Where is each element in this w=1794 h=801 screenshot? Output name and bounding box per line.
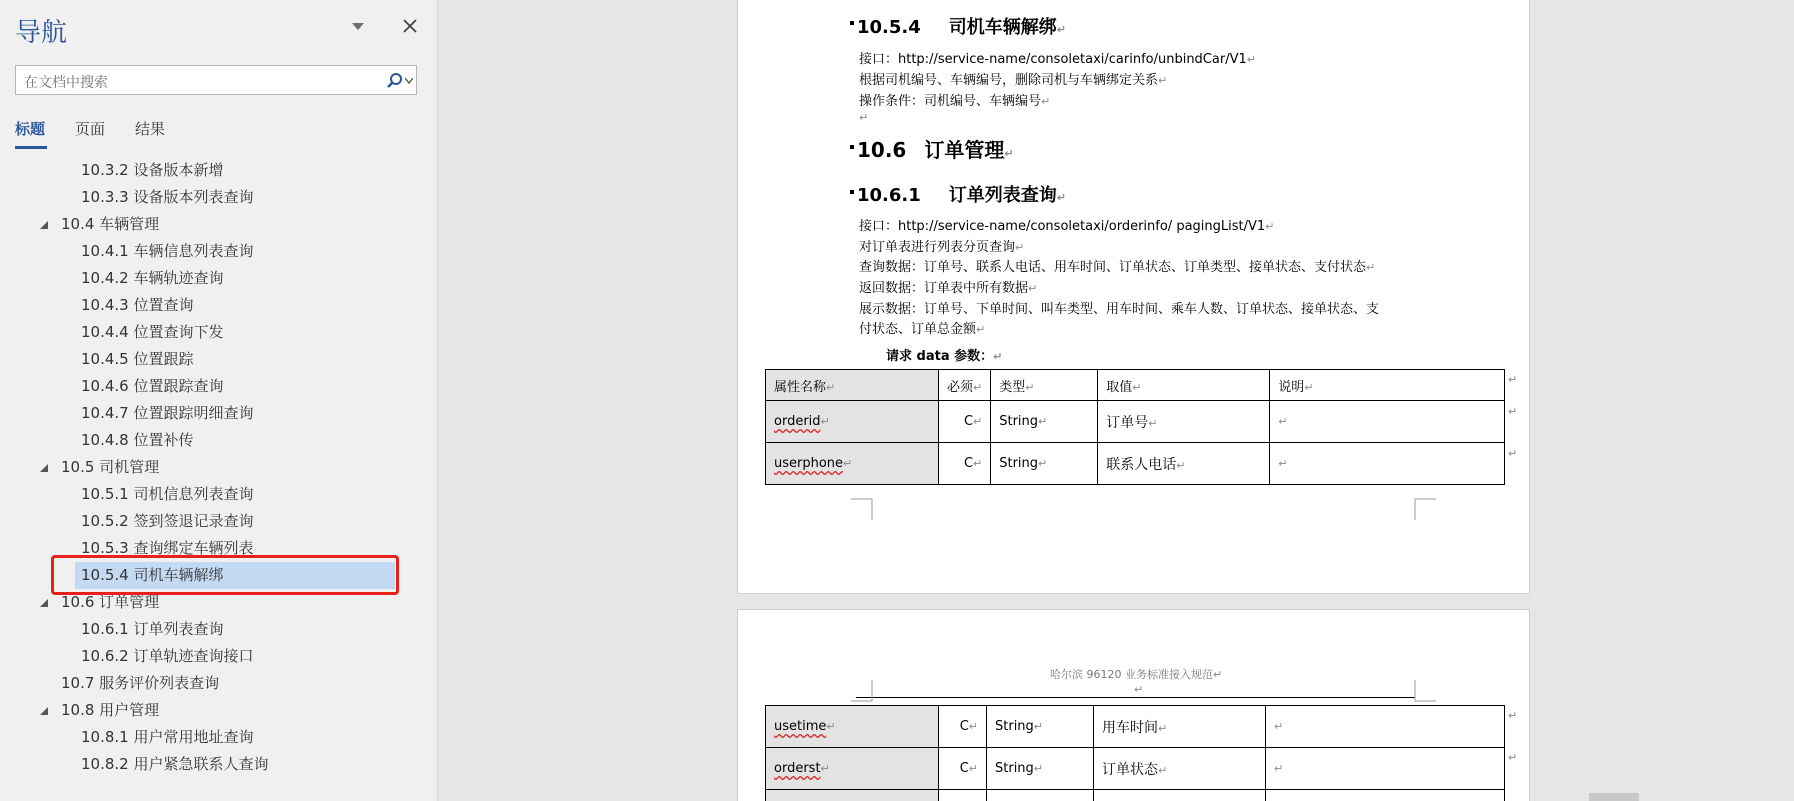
table-cell: 订单号↵ bbox=[1098, 401, 1270, 443]
heading-item[interactable]: 10.4.8 位置补传 bbox=[81, 431, 194, 449]
table-row bbox=[766, 790, 1505, 801]
navigation-pane bbox=[0, 0, 438, 801]
heading-marker bbox=[850, 145, 854, 149]
paragraph: 根据司机编号、车辆编号，删除司机与车辆绑定关系↵ bbox=[859, 73, 1168, 88]
row-end-mark: ↵ bbox=[1508, 447, 1518, 460]
table-cell bbox=[1266, 790, 1505, 801]
paragraph: 查询数据：订单号、联系人电话、用车时间、订单状态、订单类型、接单状态、支付状态↵ bbox=[859, 260, 1376, 275]
row-end-mark: ↵ bbox=[1508, 373, 1518, 386]
heading-item[interactable]: 10.4.1 车辆信息列表查询 bbox=[81, 242, 254, 260]
table-cell: ↵ bbox=[1270, 443, 1505, 485]
table-cell: orderst↵ bbox=[766, 748, 939, 790]
row-end-mark: ↵ bbox=[1508, 405, 1518, 418]
paragraph: 付状态、订单总金额↵ bbox=[859, 322, 986, 337]
table-row bbox=[766, 748, 1505, 790]
crop-mark-icon bbox=[851, 680, 873, 702]
section-heading: 10.5.4 司机车辆解绑↵ bbox=[857, 17, 1066, 38]
section-title: 司机车辆解绑 bbox=[948, 17, 1057, 38]
table-cell: C↵ bbox=[939, 401, 991, 443]
heading-item[interactable]: 10.4.2 车辆轨迹查询 bbox=[81, 269, 224, 287]
tab-results[interactable]: 结果 bbox=[135, 120, 166, 138]
table-header-cell: 说明↵ bbox=[1270, 370, 1505, 401]
heading-item[interactable]: 10.4.3 位置查询 bbox=[81, 296, 194, 314]
table-row bbox=[766, 706, 1505, 748]
table-header-cell: 属性名称↵ bbox=[766, 370, 939, 401]
heading-item[interactable]: 10.4.4 位置查询下发 bbox=[81, 323, 224, 341]
document-page bbox=[737, 0, 1530, 594]
row-end-mark: ↵ bbox=[1508, 709, 1518, 722]
table-cell bbox=[1094, 790, 1266, 801]
document-page bbox=[737, 609, 1530, 801]
table-header-cell: 取值↵ bbox=[1098, 370, 1270, 401]
table-cell: String↵ bbox=[987, 706, 1094, 748]
table-cell: userphone↵ bbox=[766, 443, 939, 485]
paragraph: 对订单表进行列表分页查询↵ bbox=[859, 240, 1025, 255]
horizontal-scrollbar[interactable] bbox=[1589, 793, 1639, 801]
table-cell: 订单状态↵ bbox=[1094, 748, 1266, 790]
heading-item[interactable]: 10.6.2 订单轨迹查询接口 bbox=[81, 647, 254, 665]
heading-item[interactable]: 10.4.7 位置跟踪明细查询 bbox=[81, 404, 254, 422]
paragraph: 接口：http://service-name/consoletaxi/orderinfo/ pagingList/V1↵ bbox=[859, 219, 1275, 234]
collapse-triangle-icon[interactable] bbox=[39, 598, 49, 608]
heading-item[interactable]: 10.5.2 签到签退记录查询 bbox=[81, 512, 254, 530]
heading-item[interactable]: 10.3.3 设备版本列表查询 bbox=[81, 188, 254, 206]
tab-pages[interactable]: 页面 bbox=[75, 120, 106, 138]
heading-item[interactable]: 10.4.6 位置跟踪查询 bbox=[81, 377, 224, 395]
heading-item[interactable]: 10.8 用户管理 bbox=[61, 701, 160, 719]
heading-item[interactable]: 10.8.1 用户常用地址查询 bbox=[81, 728, 254, 746]
table-header-row bbox=[766, 370, 1505, 401]
table-cell: String↵ bbox=[991, 443, 1098, 485]
table-cell: orderid↵ bbox=[766, 401, 939, 443]
search-icon[interactable] bbox=[386, 72, 404, 90]
tab-headings[interactable]: 标题 bbox=[15, 118, 47, 148]
header-rule bbox=[856, 697, 1415, 698]
search-placeholder: 在文档中搜索 bbox=[24, 75, 108, 91]
table-cell bbox=[939, 790, 987, 801]
params-table-continued bbox=[765, 705, 1505, 801]
paragraph: 接口：http://service-name/consoletaxi/carinfo/unbindCar/V1↵ bbox=[859, 52, 1256, 67]
heading-item[interactable]: 10.5 司机管理 bbox=[61, 458, 160, 476]
request-label: 请求 data 参数：↵ bbox=[886, 349, 1003, 364]
table-cell: C↵ bbox=[939, 706, 987, 748]
section-number: 10.6.1 bbox=[857, 185, 921, 206]
section-heading: 10.6.1 订单列表查询↵ bbox=[857, 185, 1066, 206]
collapse-triangle-icon[interactable] bbox=[39, 706, 49, 716]
table-row bbox=[766, 401, 1505, 443]
heading-item[interactable]: 10.8.2 用户紧急联系人查询 bbox=[81, 755, 269, 773]
table-row bbox=[766, 443, 1505, 485]
heading-item[interactable]: 10.7 服务评价列表查询 bbox=[61, 674, 220, 692]
table-header-cell: 必须↵ bbox=[939, 370, 991, 401]
section-title: 订单管理 bbox=[924, 138, 1005, 162]
paragraph: 展示数据：订单号、下单时间、叫车类型、用车时间、乘车人数、订单状态、接单状态、支 bbox=[859, 302, 1380, 317]
nav-title: 导航 bbox=[15, 18, 68, 48]
page-header: 哈尔滨 96120 业务标准接入规范↵ bbox=[1050, 668, 1223, 681]
paragraph: 返回数据：订单表中所有数据↵ bbox=[859, 281, 1038, 296]
crop-mark-icon bbox=[851, 498, 873, 520]
empty-paragraph: ↵ bbox=[859, 111, 869, 124]
table-cell bbox=[766, 790, 939, 801]
table-header-cell: 类型↵ bbox=[991, 370, 1098, 401]
row-end-mark: ↵ bbox=[1508, 751, 1518, 764]
chevron-down-icon[interactable] bbox=[405, 78, 413, 84]
collapse-triangle-icon[interactable] bbox=[39, 463, 49, 473]
params-table bbox=[765, 369, 1505, 485]
heading-item[interactable]: 10.6.1 订单列表查询 bbox=[81, 620, 224, 638]
heading-item[interactable]: 10.5.3 查询绑定车辆列表 bbox=[81, 539, 254, 557]
table-cell: usetime↵ bbox=[766, 706, 939, 748]
crop-mark-icon bbox=[1414, 680, 1436, 702]
annotation-highlight bbox=[51, 555, 399, 595]
heading-item[interactable]: 10.3.2 设备版本新增 bbox=[81, 161, 224, 179]
search-input[interactable] bbox=[15, 65, 417, 95]
heading-marker bbox=[850, 190, 854, 194]
table-cell: 联系人电话↵ bbox=[1098, 443, 1270, 485]
crop-mark-icon bbox=[1414, 498, 1436, 520]
heading-item[interactable]: 10.6 订单管理 bbox=[61, 593, 160, 611]
table-cell bbox=[987, 790, 1094, 801]
collapse-triangle-icon[interactable] bbox=[39, 220, 49, 230]
heading-marker bbox=[850, 21, 854, 25]
table-cell: String↵ bbox=[991, 401, 1098, 443]
table-cell: ↵ bbox=[1266, 706, 1505, 748]
table-cell: String↵ bbox=[987, 748, 1094, 790]
table-cell: ↵ bbox=[1270, 401, 1505, 443]
table-cell: C↵ bbox=[939, 748, 987, 790]
table-cell: 用车时间↵ bbox=[1094, 706, 1266, 748]
heading-item[interactable]: 10.5.1 司机信息列表查询 bbox=[81, 485, 254, 503]
section-title: 订单列表查询 bbox=[948, 185, 1057, 206]
paragraph: 操作条件：司机编号、车辆编号↵ bbox=[859, 94, 1051, 109]
heading-item[interactable]: 10.5.4 司机车辆解绑 bbox=[75, 562, 395, 589]
section-number: 10.5.4 bbox=[857, 17, 921, 38]
section-number: 10.6 bbox=[857, 138, 907, 162]
chevron-down-icon[interactable] bbox=[350, 20, 366, 34]
heading-item[interactable]: 10.4 车辆管理 bbox=[61, 215, 160, 233]
close-icon[interactable] bbox=[400, 16, 420, 36]
heading-item[interactable]: 10.4.5 位置跟踪 bbox=[81, 350, 194, 368]
header-para-mark: ↵ bbox=[1134, 683, 1144, 696]
table-cell: ↵ bbox=[1266, 748, 1505, 790]
table-cell: C↵ bbox=[939, 443, 991, 485]
section-heading: 10.6 订单管理↵ bbox=[857, 138, 1014, 162]
